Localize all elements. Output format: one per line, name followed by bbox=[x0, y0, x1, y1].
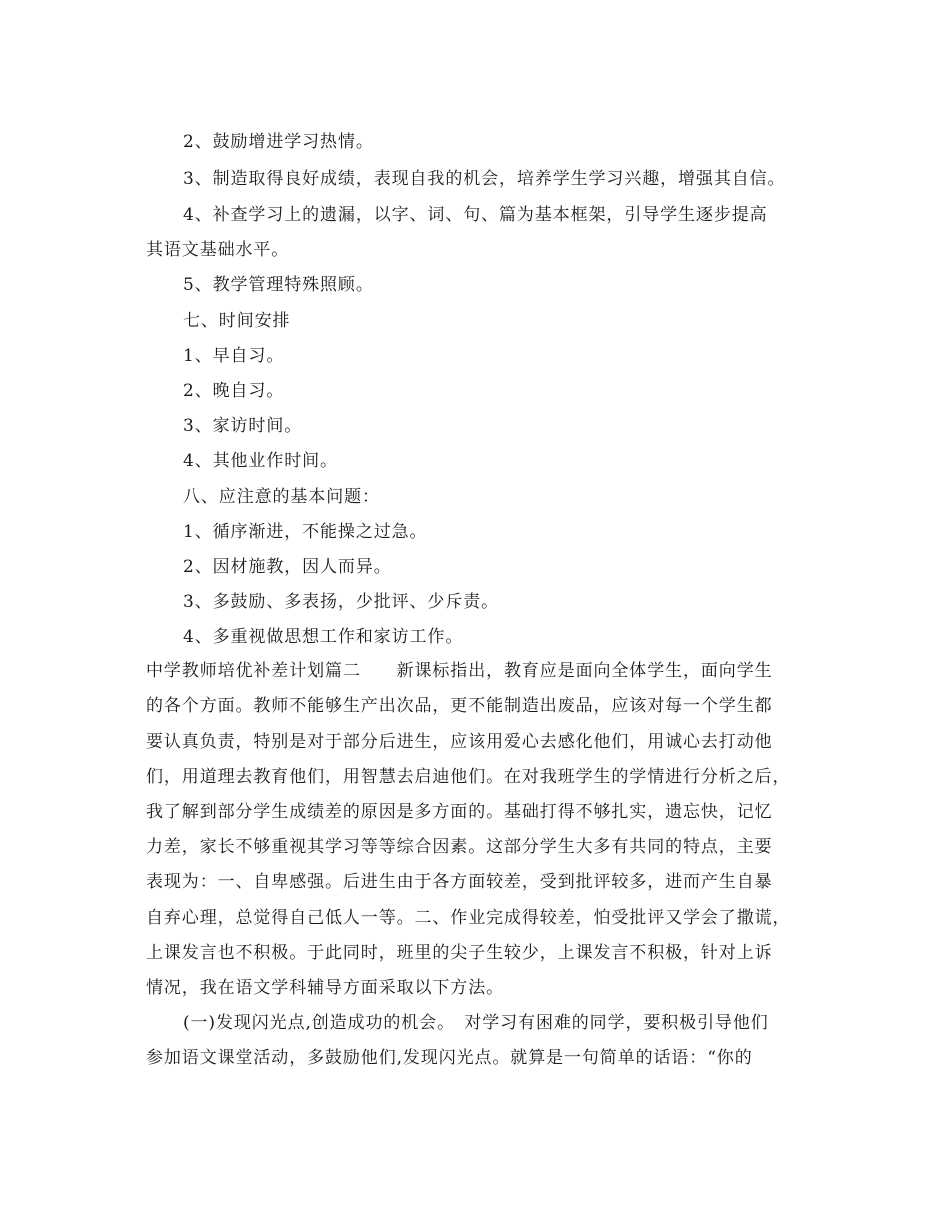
text-line: 3、家访时间。 bbox=[183, 416, 303, 436]
text-line: 2、因材施教，因人而异。 bbox=[183, 557, 392, 577]
text-line: 5、教学管理特殊照顾。 bbox=[183, 275, 374, 295]
section-heading: 七、时间安排 bbox=[183, 311, 291, 331]
text-line: 3、多鼓励、多表扬，少批评、少斥责。 bbox=[183, 592, 500, 612]
text-line: 自弃心理，总觉得自己低人一等。二、作业完成得较差，怕受批评又学会了撒谎， bbox=[146, 908, 791, 928]
text-line: 的各个方面。教师不能够生产出次品，更不能制造出废品，应该对每一个学生都 bbox=[146, 696, 773, 716]
section-heading: 八、应注意的基本问题： bbox=[183, 487, 380, 507]
text-line: 4、其他业作时间。 bbox=[183, 451, 338, 471]
text-line: 1、早自习。 bbox=[183, 346, 285, 366]
text-line: 参加语文课堂活动，多鼓励他们,发现闪光点。就算是一句简单的话语：“你的 bbox=[146, 1048, 753, 1068]
text-line: 表现为：一、自卑感强。后进生由于各方面较差，受到批评较多，进而产生自暴 bbox=[146, 872, 773, 892]
text-line: 们，用道理去教育他们，用智慧去启迪他们。在对我班学生的学情进行分析之后， bbox=[146, 767, 791, 787]
text-line: 2、晚自习。 bbox=[183, 381, 285, 401]
text-line: 我了解到部分学生成绩差的原因是多方面的。基础打得不够扎实，遗忘快，记忆 bbox=[146, 802, 773, 822]
text-line: 其语文基础水平。 bbox=[146, 240, 290, 260]
text-line: 4、多重视做思想工作和家访工作。 bbox=[183, 627, 464, 647]
article-title-line: 中学教师培优补差计划篇二 新课标指出，教育应是面向全体学生，面向学生 bbox=[146, 661, 773, 681]
text-line: 4、补查学习上的遗漏，以字、词、句、篇为基本框架，引导学生逐步提高 bbox=[183, 205, 768, 225]
text-line: 要认真负责，特别是对于部分后进生，应该用爱心去感化他们，用诚心去打动他 bbox=[146, 732, 773, 752]
text-line: 情况，我在语文学科辅导方面采取以下方法。 bbox=[146, 978, 504, 998]
text-line: 上课发言也不积极。于此同时，班里的尖子生较少，上课发言不积极，针对上诉 bbox=[146, 943, 773, 963]
text-line: 3、制造取得良好成绩，表现自我的机会，培养学生学习兴趣，增强其自信。 bbox=[183, 169, 786, 189]
text-line: 1、循序渐进，不能操之过急。 bbox=[183, 522, 428, 542]
text-line: 力差，家长不够重视其学习等等综合因素。这部分学生大多有共同的特点，主要 bbox=[146, 837, 773, 857]
text-line: 2、鼓励增进学习热情。 bbox=[183, 132, 374, 152]
text-line: (一)发现闪光点,创造成功的机会。 对学习有困难的同学，要积极引导他们 bbox=[183, 1013, 769, 1033]
